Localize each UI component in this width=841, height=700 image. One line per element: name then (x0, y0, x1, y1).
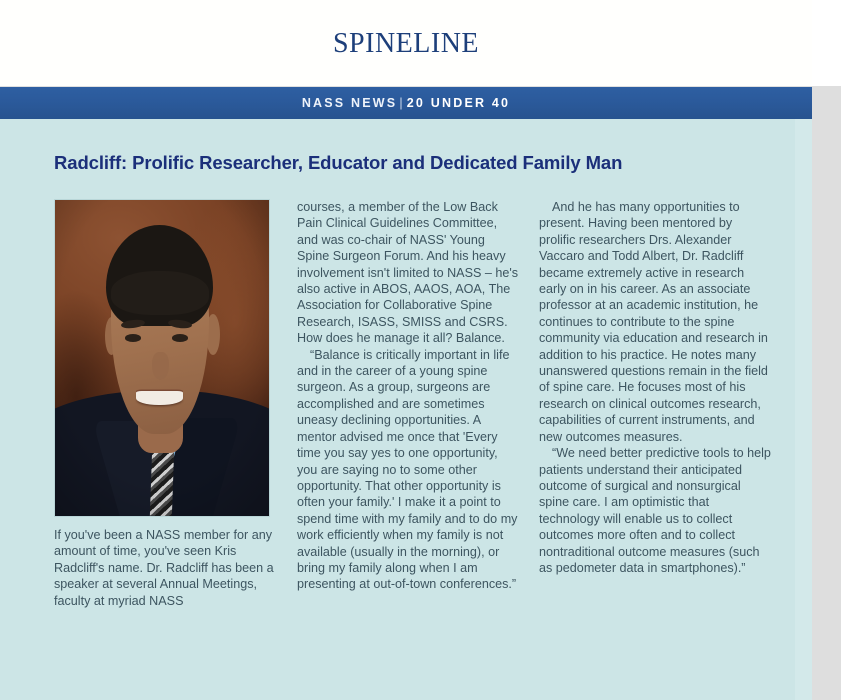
photo-vignette (55, 200, 269, 516)
masthead (0, 0, 812, 86)
section-bar-left-label: NASS NEWS (301, 96, 398, 110)
article-body (0, 119, 812, 700)
article-edge-tint (795, 119, 812, 700)
article-paragraph: “Balance is critically important in life and in the career of a young spine surgeon. As a group, surgeons are accomplished and are sometimes uneasy declining opportunities. A mentor advised me once that 'Every time you say yes to one opportunity, you are saying no to some other opportunity. That other opportunity is often your family.' I make it a point to spend time with my family and to do my work efficiently when my family is not available (usually in the morning), or bring my family along when I am presenting at out-of-town conferences.” (297, 347, 518, 592)
photo-caption: If you've been a NASS member for any amount of time, you've seen Kris Radcliff's name. Dr. Radcliff has been a speaker at several Annual Meetings, faculty at myriad NASS (54, 528, 274, 608)
article-paragraph: courses, a member of the Low Back Pain Clinical Guidelines Committee, and was co-chair of NASS' Young Spine Surgeon Forum. And his heavy involvement isn't limited to NASS – he's also active in ABOS, AAOS, AOA, The Association for Collaborative Spine Research, ISASS, SMISS and CSRS. How does he manage it all? Balance. (297, 200, 519, 346)
masthead-right-margin (812, 0, 841, 86)
section-bar-separator: | (399, 96, 405, 110)
article-column-right (539, 199, 771, 576)
article-headline: Radcliff: Prolific Researcher, Educator and Dedicated Family Man (54, 152, 623, 173)
article-column-middle (297, 199, 519, 593)
section-bar-right-label: 20 UNDER 40 (406, 96, 511, 110)
article-paragraph: “We need better predictive tools to help patients understand their anticipated outcome of surgical and nonsurgical spine care. I am optimistic that technology will enable us to collect outcomes more often and to collect nontraditional outcome measures (such as pedometer data in smartphones).” (539, 446, 771, 575)
right-gutter (812, 86, 841, 700)
spineline-logo: spineline (332, 16, 480, 61)
portrait-photo (54, 199, 270, 517)
section-bar-text (302, 96, 510, 110)
article-paragraph: And he has many opportunities to present. Having been mentored by prolific researchers Drs. Alexander Vaccaro and Todd Albert, Dr. Radcliff became extremely active in research early on in his career. As an associate professor at an academic institution, he continues to contribute to the spine community via education and research in addition to his practice. He notes many unanswered questions remain in the field of spine care. He focuses most of his research on clinical outcomes research, capabilities of current instruments, and new outcomes measures. (539, 200, 768, 444)
section-bar (0, 87, 812, 119)
